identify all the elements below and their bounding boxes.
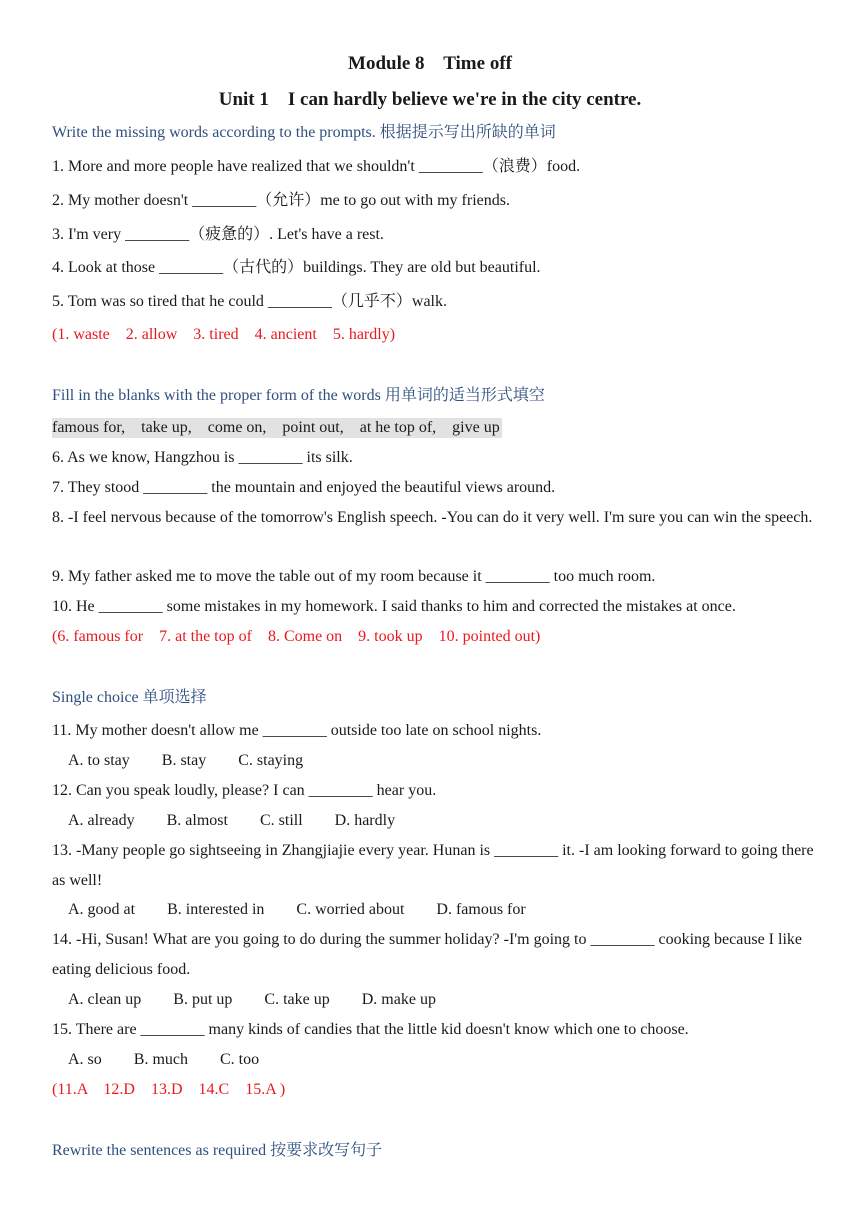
section1-answers: (1. waste 2. allow 3. tired 4. ancient 5. hardly) [52, 326, 396, 343]
question-15: 15. There are ________ many kinds of candies that the little kid doesn't know which one to choose. [52, 1021, 689, 1038]
unit-title: Unit 1 I can hardly believe we're in the city centre. [218, 89, 642, 110]
question-1: 1. More and more people have realized that we shouldn't ________（浪费）food. [52, 158, 581, 175]
question-14-options: A. clean up B. put up C. take up D. make up [68, 991, 436, 1008]
section3-heading: Single choice 单项选择 [52, 689, 207, 706]
section2-answers: (6. famous for 7. at the top of 8. Come on 9. took up 10. pointed out) [52, 628, 541, 645]
question-8: 8. -I feel nervous because of the tomorrow's English speech. -You can do it very well. I'm sure you can win the speech. [52, 509, 813, 526]
question-12: 12. Can you speak loudly, please? I can ________ hear you. [52, 782, 437, 799]
section2-heading: Fill in the blanks with the proper form of the words 用单词的适当形式填空 [52, 387, 545, 404]
question-14: 14. -Hi, Susan! What are you going to do during the summer holiday? -I'm going to ________ cooking because I like eating delicious food. [52, 931, 802, 978]
question-4: 4. Look at those ________（古代的）buildings. They are old but beautiful. [52, 259, 541, 276]
question-3: 3. I'm very ________（疲惫的）. Let's have a rest. [52, 226, 384, 243]
question-12-options: A. already B. almost C. still D. hardly [68, 812, 396, 829]
question-11-options: A. to stay B. stay C. staying [68, 752, 304, 769]
question-9: 9. My father asked me to move the table out of my room because it ________ too much room. [52, 568, 656, 585]
section3-answers: (11.A 12.D 13.D 14.C 15.A ) [52, 1081, 286, 1098]
question-13: 13. -Many people go sightseeing in Zhangjiajie every year. Hunan is ________ it. -I am looking forward to going there as well! [52, 842, 814, 889]
word-bank: famous for, take up, come on, point out, at he top of, give up [52, 419, 500, 436]
section1-heading: Write the missing words according to the prompts. 根据提示写出所缺的单词 [52, 124, 556, 141]
question-2: 2. My mother doesn't ________（允许）me to go out with my friends. [52, 192, 510, 209]
question-10: 10. He ________ some mistakes in my homework. I said thanks to him and corrected the mistakes at once. [52, 598, 736, 615]
question-5: 5. Tom was so tired that he could ________（几乎不）walk. [52, 293, 447, 310]
question-15-options: A. so B. much C. too [68, 1051, 260, 1068]
section4-heading: Rewrite the sentences as required 按要求改写句子 [52, 1142, 383, 1159]
question-11: 11. My mother doesn't allow me ________ outside too late on school nights. [52, 722, 542, 739]
module-title: Module 8 Time off [348, 53, 512, 74]
question-13-options: A. good at B. interested in C. worried about D. famous for [68, 901, 526, 918]
question-6: 6. As we know, Hangzhou is ________ its silk. [52, 449, 353, 466]
question-7: 7. They stood ________ the mountain and enjoyed the beautiful views around. [52, 479, 556, 496]
